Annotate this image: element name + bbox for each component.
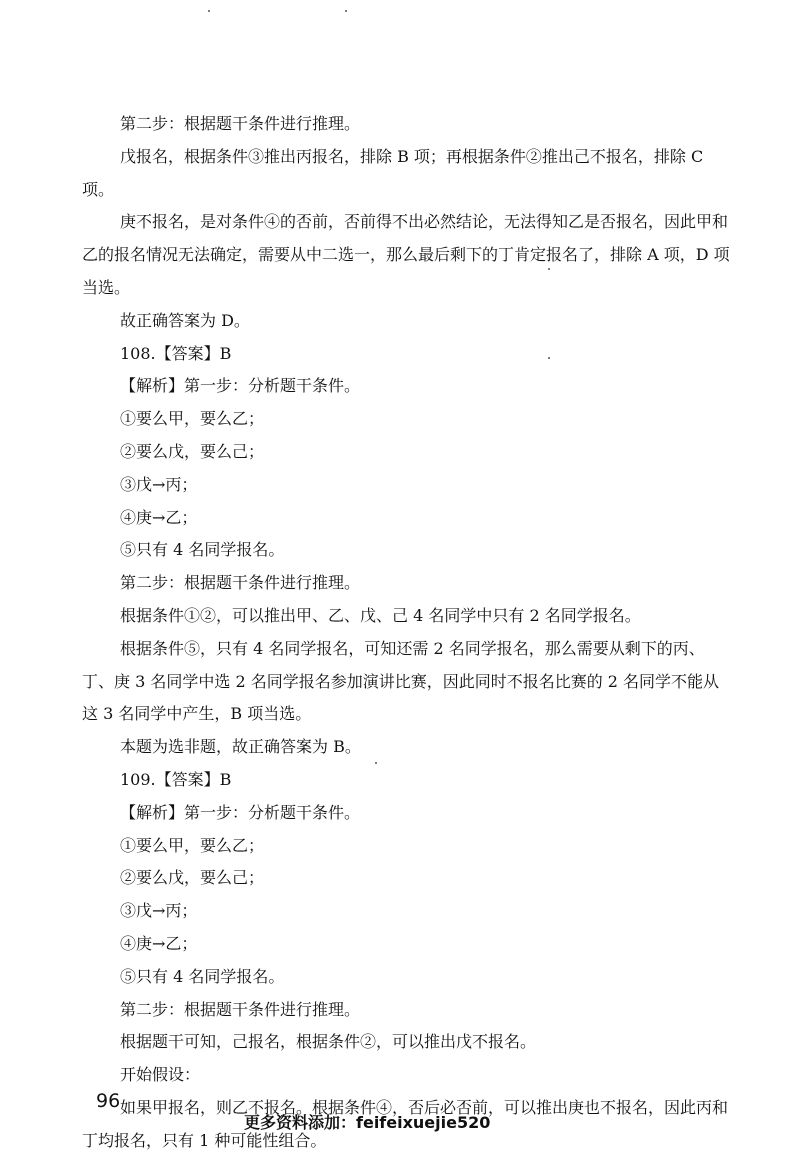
scan-speck bbox=[208, 10, 210, 12]
paragraph: 戊报名，根据条件③推出丙报名，排除 B 项；再根据条件②推出己不报名，排除 C 项。 bbox=[82, 146, 704, 199]
paragraph: 故正确答案为 D。 bbox=[120, 310, 250, 330]
paragraph: 如果甲报名，则乙不报名。根据条件④，否后必否前，可以推出庚也不报名，因此丙和丁均报名，只有 1 种可能性组合。 bbox=[82, 1097, 729, 1150]
footer-note: 更多资料添加：feifeixuejie520 bbox=[244, 1113, 491, 1132]
condition-item: ④庚→乙； bbox=[120, 933, 198, 953]
condition-item: ③戊→丙； bbox=[120, 474, 198, 494]
paragraph: 庚不报名，是对条件④的否前，否前得不出必然结论，无法得知乙是否报名，因此甲和乙的报名情况无法确定，需要从中二选一，那么最后剩下的丁肯定报名了，排除 A 项，D 项当选。 bbox=[82, 212, 730, 297]
condition-item: ⑤只有 4 名同学报名。 bbox=[120, 966, 285, 986]
answer-heading: 109.【答案】B bbox=[120, 769, 232, 789]
condition-item: ①要么甲，要么乙； bbox=[120, 409, 265, 429]
answer-heading: 108.【答案】B bbox=[120, 343, 232, 363]
paragraph: 根据题干可知，己报名，根据条件②，可以推出戊不报名。 bbox=[120, 1032, 537, 1052]
condition-item: ②要么戊，要么己； bbox=[120, 868, 265, 888]
condition-item: ⑤只有 4 名同学报名。 bbox=[120, 540, 285, 560]
page-number: 96 bbox=[96, 1090, 121, 1112]
condition-item: ③戊→丙； bbox=[120, 901, 198, 921]
scan-speck bbox=[345, 10, 347, 12]
paragraph: 根据条件⑤，只有 4 名同学报名，可知还需 2 名同学报名，那么需要从剩下的丙、丁、庚 3 名同学中选 2 名同学报名参加演讲比赛，因此同时不报名比赛的 2 名同学不能从这 3 名同学中产生，B 项当选。 bbox=[82, 638, 720, 724]
paragraph: 根据条件①②，可以推出甲、乙、戊、己 4 名同学中只有 2 名同学报名。 bbox=[120, 605, 641, 625]
paragraph: 第二步：根据题干条件进行推理。 bbox=[120, 573, 361, 593]
analysis-heading: 【解析】第一步：分析题干条件。 bbox=[120, 802, 361, 822]
condition-item: ②要么戊，要么己； bbox=[120, 441, 265, 461]
paragraph: 第二步：根据题干条件进行推理。 bbox=[120, 999, 361, 1019]
paragraph: 开始假设： bbox=[120, 1065, 201, 1085]
condition-item: ④庚→乙； bbox=[120, 507, 198, 527]
document-body bbox=[82, 108, 732, 1158]
analysis-heading: 【解析】第一步：分析题干条件。 bbox=[120, 376, 361, 396]
paragraph: 第二步：根据题干条件进行推理。 bbox=[120, 114, 361, 133]
condition-item: ①要么甲，要么乙； bbox=[120, 835, 265, 855]
paragraph: 本题为选非题，故正确答案为 B。 bbox=[120, 737, 361, 757]
